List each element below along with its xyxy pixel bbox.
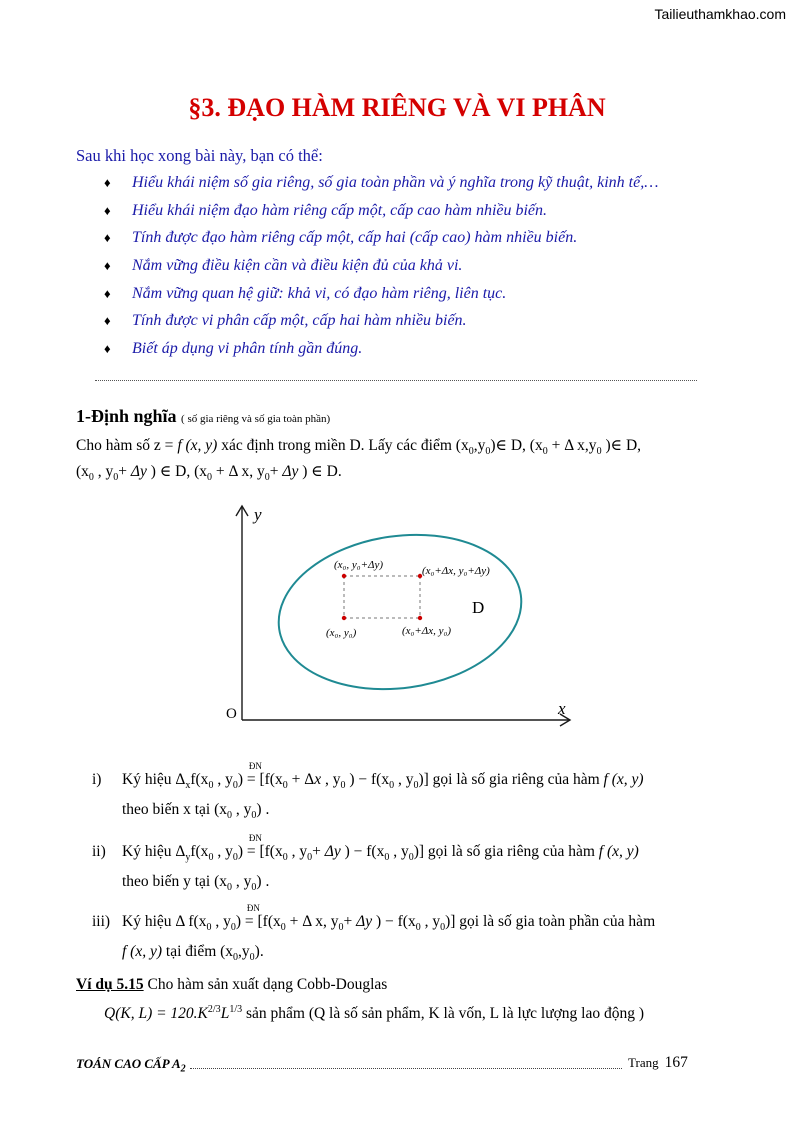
section-heading: 1-Định nghĩa ( số gia riêng và số gia toàn phần) [76, 406, 331, 426]
cobb-douglas-formula: Q(K, $L) = 120.K^{2/3}L^{1/3}$ sản phẩm (Q là số sản phẩm, K là vốn, L là lực lượng lao động ) [104, 1004, 645, 1023]
diamond-bullet-icon: ♦ [104, 313, 111, 329]
page-number: 167 [664, 1054, 688, 1071]
list-item: ♦ Nắm vững quan hệ giữ: khả vi, có đạo hàm riêng, liên tục. [104, 284, 507, 302]
point-x0-y0dy [342, 574, 346, 578]
origin-label: O [226, 706, 237, 722]
list-item: ♦ Hiểu khái niệm số gia riêng, số gia toàn phần và ý nghĩa trong kỹ thuật, kinh tế,… [104, 174, 659, 191]
definition-paragraph-2: ($x_0$ , $y_0+ \Delta y$ ) ∈ D, ($x_0 + \Delta$ x, $y_0+ \Delta y$ ) ∈ D. [76, 463, 342, 484]
label-x0dx-y0: (x₀+Δx, y₀) [402, 625, 452, 637]
section-divider [95, 380, 697, 381]
footer-page: Trang 167 [628, 1054, 688, 1071]
diamond-bullet-icon: ♦ [104, 202, 111, 218]
diamond-bullet-icon: ♦ [104, 285, 111, 301]
region-label: D [472, 598, 485, 617]
list-item: ♦ Hiểu khái niệm đạo hàm riêng cấp một, cấp cao hàm nhiều biến. [104, 201, 548, 219]
diamond-bullet-icon: ♦ [104, 341, 111, 357]
footer-dotted-leader [190, 1068, 622, 1069]
list-item: ♦ Tính được vi phân cấp một, cấp hai hàm nhiều biến. [104, 312, 467, 330]
definition-paragraph-1: Cho hàm số z = f (x, y) xác định trong miền D. Lấy các điểm $(x_0,y_0)\in$ D, ($x_0 + \Delta$ $x,y_0$ )∈ D, [76, 437, 642, 458]
label-x0-y0dy: (x₀, y₀+Δy) [334, 559, 384, 571]
intro-text: Sau khi học xong bài này, bạn có thể: [76, 146, 323, 165]
point-x0dx-y0 [418, 616, 422, 620]
page-title: §3. ĐẠO HÀM RIÊNG VÀ VI PHÂN [188, 93, 606, 122]
example-line: Ví dụ 5.15 Cho hàm sản xuất dạng Cobb-Douglas [76, 976, 388, 993]
increment-diagram [222, 500, 582, 730]
label-x0-y0: (x₀, y₀) [326, 627, 357, 639]
example-label: Ví dụ 5.15 [76, 976, 144, 993]
list-item: ♦ Biết áp dụng vi phân tính gần đúng. [104, 340, 363, 358]
list-item: ♦ Nắm vững điều kiện cần và điều kiện đủ của khả vi. [104, 257, 463, 275]
diamond-bullet-icon: ♦ [104, 258, 111, 274]
diamond-bullet-icon: ♦ [104, 230, 111, 246]
objectives-list [104, 174, 658, 368]
point-x0-y0 [342, 616, 346, 620]
section-heading-note: ( số gia riêng và số gia toàn phần) [181, 413, 331, 425]
region-d-ellipse [269, 520, 532, 704]
watermark: Tailieuthamkhao.com [654, 6, 786, 22]
list-item: ♦ Tính được đạo hàm riêng cấp một, cấp hai (cấp cao) hàm nhiều biến. [104, 229, 578, 247]
y-axis-label: y [254, 505, 262, 524]
diamond-bullet-icon: ♦ [104, 175, 111, 190]
label-x0dx-y0dy: (x₀+Δx, y₀+Δy) [422, 565, 490, 577]
footer-course-title: TOÁN CAO CẤP $A_2$ [76, 1056, 186, 1075]
x-axis-label: x [558, 699, 566, 718]
